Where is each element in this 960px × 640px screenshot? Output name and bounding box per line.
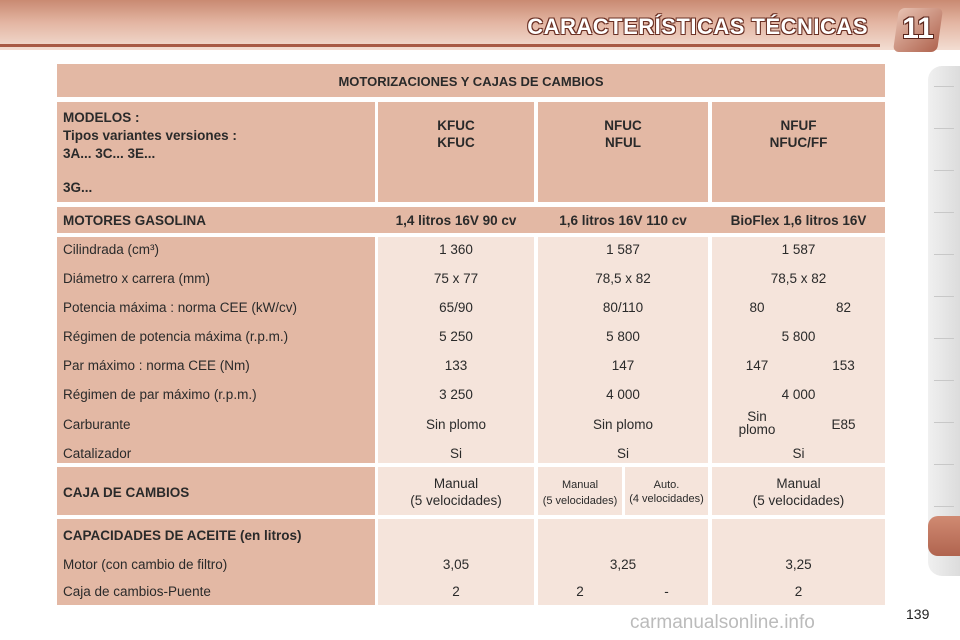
engines-row	[57, 207, 885, 233]
spec-max-power-c3a: 80	[749, 300, 765, 315]
chapter-badge	[896, 8, 940, 52]
oil-engine-c3: 3,25	[785, 557, 812, 572]
spec-torque-rpm-c2: 4 000	[606, 387, 640, 402]
gearbox-col3-line2: (5 velocidades)	[752, 493, 845, 508]
spec-label-bore-stroke: Diámetro x carrera (mm)	[63, 271, 211, 286]
spec-displacement-c1: 1 360	[439, 242, 473, 257]
spec-displacement-c2: 1 587	[606, 242, 640, 257]
gearbox-col2a-line2: (5 velocidades)	[542, 495, 618, 507]
oil-label: CAPACIDADES DE ACEITE (en litros)	[63, 528, 302, 543]
gearbox-col2b-cell	[625, 467, 708, 515]
gearbox-col1-line2: (5 velocidades)	[410, 493, 502, 508]
watermark-text: carmanualsonline.info	[630, 612, 815, 633]
spec-max-power-c3b: 82	[835, 300, 852, 315]
spec-max-torque-c3b: 153	[832, 358, 855, 373]
engine-col2: 1,6 litros 16V 110 cv	[559, 213, 687, 228]
models-label-3: 3A... 3C... 3E...	[63, 146, 156, 161]
models-col2-line1: NFUC	[604, 118, 642, 133]
gearbox-col1-line1: Manual	[433, 476, 479, 491]
spec-fuel-c3b: E85	[831, 417, 856, 432]
gearbox-col2a-line1: Manual	[561, 479, 599, 491]
oil-gearbox-c1: 2	[452, 584, 460, 599]
page-number: 139	[906, 606, 930, 622]
chapter-number: 11	[902, 12, 934, 45]
spec-label-power-rpm: Régimen de potencia máxima (r.p.m.)	[63, 329, 289, 344]
models-col1-line2: KFUC	[437, 135, 475, 150]
spec-label-catalyst: Catalizador	[63, 446, 132, 461]
gearbox-col2b-line2: (4 velocidades)	[629, 493, 704, 505]
section-title: MOTORIZACIONES Y CAJAS DE CAMBIOS	[338, 74, 604, 89]
spec-fuel-c3a-line2: plomo	[738, 422, 776, 437]
gearbox-col2a-cell	[538, 467, 622, 515]
spec-label-max-torque: Par máximo : norma CEE (Nm)	[63, 358, 250, 373]
spec-label-fuel: Carburante	[63, 417, 131, 432]
spec-torque-rpm-c1: 3 250	[439, 387, 473, 402]
page-title: CARACTERÍSTICAS TÉCNICAS	[527, 14, 868, 39]
engine-col3: BioFlex 1,6 litros 16V	[730, 213, 867, 228]
oil-gearbox-c2a: 2	[576, 584, 584, 599]
spec-catalyst-c1: Si	[449, 446, 462, 461]
models-label-cell	[57, 102, 375, 202]
models-col2-line2: NFUL	[605, 135, 641, 150]
oil-gearbox-label: Caja de cambios-Puente	[63, 584, 211, 599]
header-rule	[0, 44, 880, 47]
spec-label-torque-rpm: Régimen de par máximo (r.p.m.)	[63, 387, 257, 402]
oil-engine-c2: 3,25	[609, 557, 637, 572]
engines-label: MOTORES GASOLINA	[63, 213, 207, 228]
models-col1-cell	[378, 102, 534, 202]
models-col2-cell	[538, 102, 708, 202]
spec-displacement-c3: 1 587	[781, 242, 816, 257]
models-label-4: 3G...	[63, 180, 93, 195]
spec-power-rpm-c1: 5 250	[439, 329, 473, 344]
spec-power-rpm-c3: 5 800	[781, 329, 816, 344]
spec-max-torque-c1: 133	[444, 358, 468, 373]
spec-max-power-c1: 65/90	[439, 300, 473, 315]
spec-fuel-c2: Sin plomo	[592, 417, 654, 432]
gearbox-col3-line1: Manual	[776, 476, 821, 491]
spec-bore-stroke-c1: 75 x 77	[433, 271, 479, 286]
spec-bore-stroke-c2: 78,5 x 82	[595, 271, 651, 286]
spec-max-torque-c2: 147	[611, 358, 635, 373]
oil-gearbox-c3: 2	[794, 584, 803, 599]
models-col1-line1: KFUC	[437, 118, 475, 133]
spec-catalyst-c2: Si	[616, 446, 629, 461]
spec-catalyst-c3: Si	[792, 446, 805, 461]
gearbox-col2b-line1: Auto.	[653, 479, 680, 491]
side-tab-active[interactable]	[928, 516, 960, 556]
gearbox-label: CAJA DE CAMBIOS	[63, 485, 190, 500]
side-tab-strip[interactable]	[928, 66, 960, 576]
spec-label-max-power: Potencia máxima : norma CEE (kW/cv)	[63, 300, 298, 315]
gearbox-label-cell	[57, 467, 375, 515]
spec-bore-stroke-c3: 78,5 x 82	[770, 271, 827, 286]
oil-engine-c1: 3,05	[442, 557, 470, 572]
spec-max-power-c2: 80/110	[602, 300, 644, 315]
spec-label-displacement: Cilindrada (cm³)	[63, 242, 160, 257]
spec-power-rpm-c2: 5 800	[606, 329, 640, 344]
oil-engine-label: Motor (con cambio de filtro)	[63, 557, 228, 572]
gearbox-col1-cell	[378, 467, 534, 515]
models-col3-line1: NFUF	[780, 118, 817, 133]
models-label-2: Tipos variantes versiones :	[63, 128, 237, 143]
spec-max-torque-c3a: 147	[745, 358, 769, 373]
models-col3-line2: NFUC/FF	[769, 135, 828, 150]
spec-fuel-c1: Sin plomo	[425, 417, 487, 432]
section-title-row	[57, 64, 885, 97]
spec-torque-rpm-c3: 4 000	[781, 387, 816, 402]
gearbox-col3-cell	[712, 467, 885, 515]
engine-col1: 1,4 litros 16V 90 cv	[395, 213, 517, 228]
oil-gearbox-c2b: -	[664, 584, 669, 599]
models-label-1: MODELOS :	[63, 110, 140, 125]
spec-fuel-c3a-line1: Sin	[747, 409, 767, 424]
models-col3-cell	[712, 102, 885, 202]
